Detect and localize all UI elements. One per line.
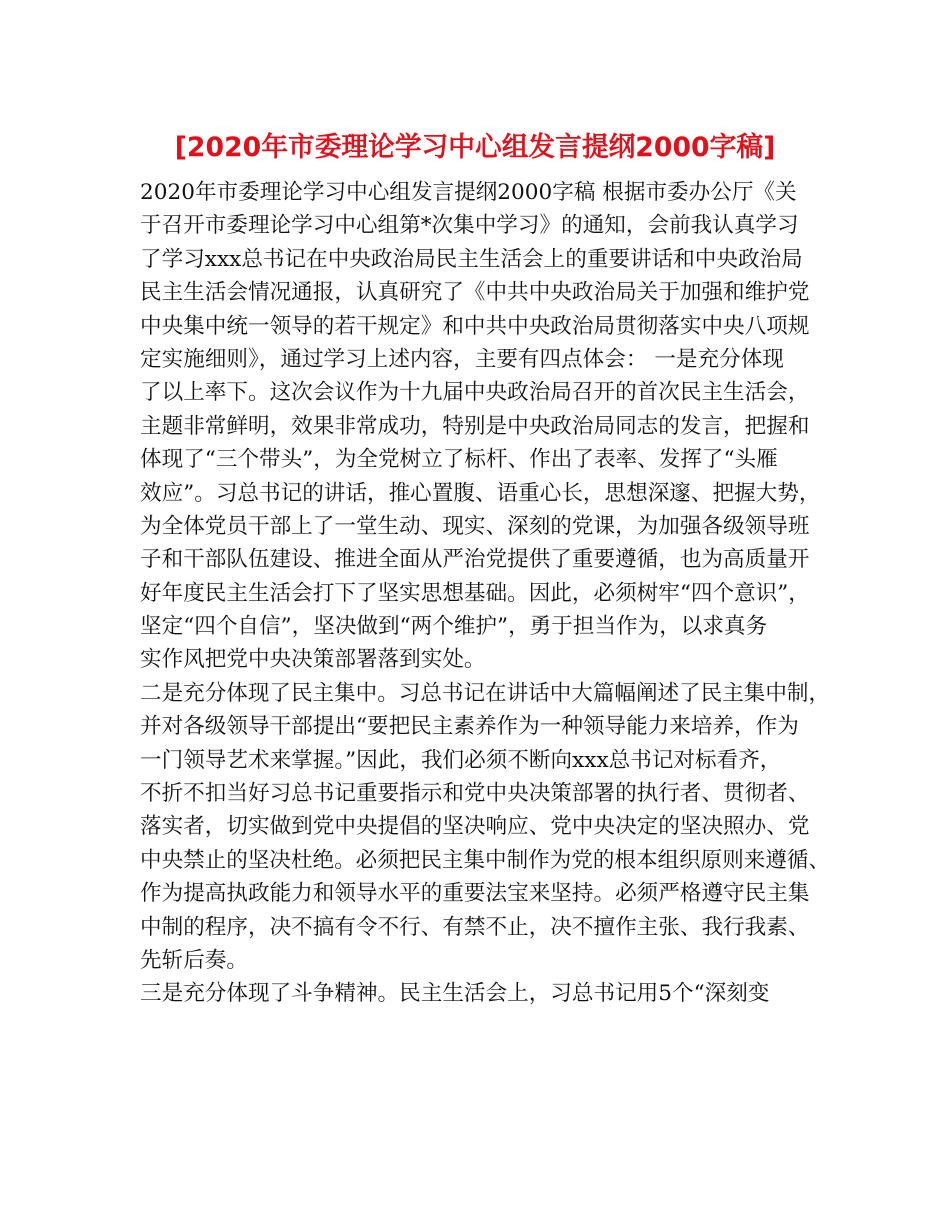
body-line: 了学习xxx总书记在中央政治局民主生活会上的重要讲话和中央政治局 bbox=[140, 246, 803, 272]
body-line: 不折不扣当好习总书记重要指示和党中央决策部署的执行者、贯彻者、 bbox=[140, 781, 810, 807]
body-line: 三是充分体现了斗争精神。民主生活会上，习总书记用5个“深刻变 bbox=[140, 981, 770, 1007]
body-line: 2020年市委理论学习中心组发言提纲2000字稿 根据市委办公厅《关 bbox=[140, 180, 797, 205]
body-line: 二是充分体现了民主集中。习总书记在讲话中大篇幅阐述了民主集中制， bbox=[140, 680, 831, 706]
body-line: 体现了“三个带头”，为全党树立了标杆、作出了表率、发挥了“头雁 bbox=[140, 447, 778, 473]
body-line: 中央集中统一领导的若干规定》和中共中央政治局贯彻落实中央八项规 bbox=[140, 313, 810, 339]
body-line: 效应”。习总书记的讲话，推心置腹、语重心长，思想深邃、把握大势， bbox=[140, 480, 821, 506]
body-line: 作为提高执政能力和领导水平的重要法宝来坚持。必须严格遵守民主集 bbox=[140, 881, 810, 907]
body-line: 一门领导艺术来掌握。”因此，我们必须不断向xxx总书记对标看齐， bbox=[140, 747, 782, 773]
body-line: 先斩后奏。 bbox=[140, 947, 248, 973]
body-line: 于召开市委理论学习中心组第*次集中学习》的通知，会前我认真学习 bbox=[140, 213, 799, 239]
body-line: 并对各级领导干部提出“要把民主素养作为一种领导能力来培养，作为 bbox=[140, 714, 799, 740]
body-line: 中制的程序，决不搞有令不行、有禁不止，决不擅作主张、我行我素、 bbox=[140, 914, 810, 940]
body-line: 主题非常鲜明，效果非常成功，特别是中央政治局同志的发言，把握和 bbox=[140, 413, 810, 439]
body-line: 民主生活会情况通报，认真研究了《中共中央政治局关于加强和维护党 bbox=[140, 280, 810, 306]
body-line: 实作风把党中央决策部署落到实处。 bbox=[140, 647, 486, 673]
body-line: 好年度民主生活会打下了坚实思想基础。因此，必须树牢“四个意识”， bbox=[140, 580, 810, 606]
body-line: 中央禁止的坚决杜绝。必须把民主集中制作为党的根本组织原则来遵循、 bbox=[140, 847, 831, 873]
body-line: 了以上率下。这次会议作为十九届中央政治局召开的首次民主生活会， bbox=[140, 380, 810, 406]
document-body bbox=[140, 176, 830, 1011]
body-line: 为全体党员干部上了一堂生动、现实、深刻的党课，为加强各级领导班 bbox=[140, 513, 810, 539]
document-title: [2020年市委理论学习中心组发言提纲2000字稿] bbox=[174, 132, 776, 163]
body-line: 落实者，切实做到党中央提倡的坚决响应、党中央决定的坚决照办、党 bbox=[140, 814, 810, 840]
body-line: 定实施细则》，通过学习上述内容，主要有四点体会： 一是充分体现 bbox=[140, 346, 784, 372]
body-line: 子和干部队伍建设、推进全面从严治党提供了重要遵循，也为高质量开 bbox=[140, 547, 810, 573]
body-line: 坚定“四个自信”，坚决做到“两个维护”，勇于担当作为，以求真务 bbox=[140, 614, 768, 640]
